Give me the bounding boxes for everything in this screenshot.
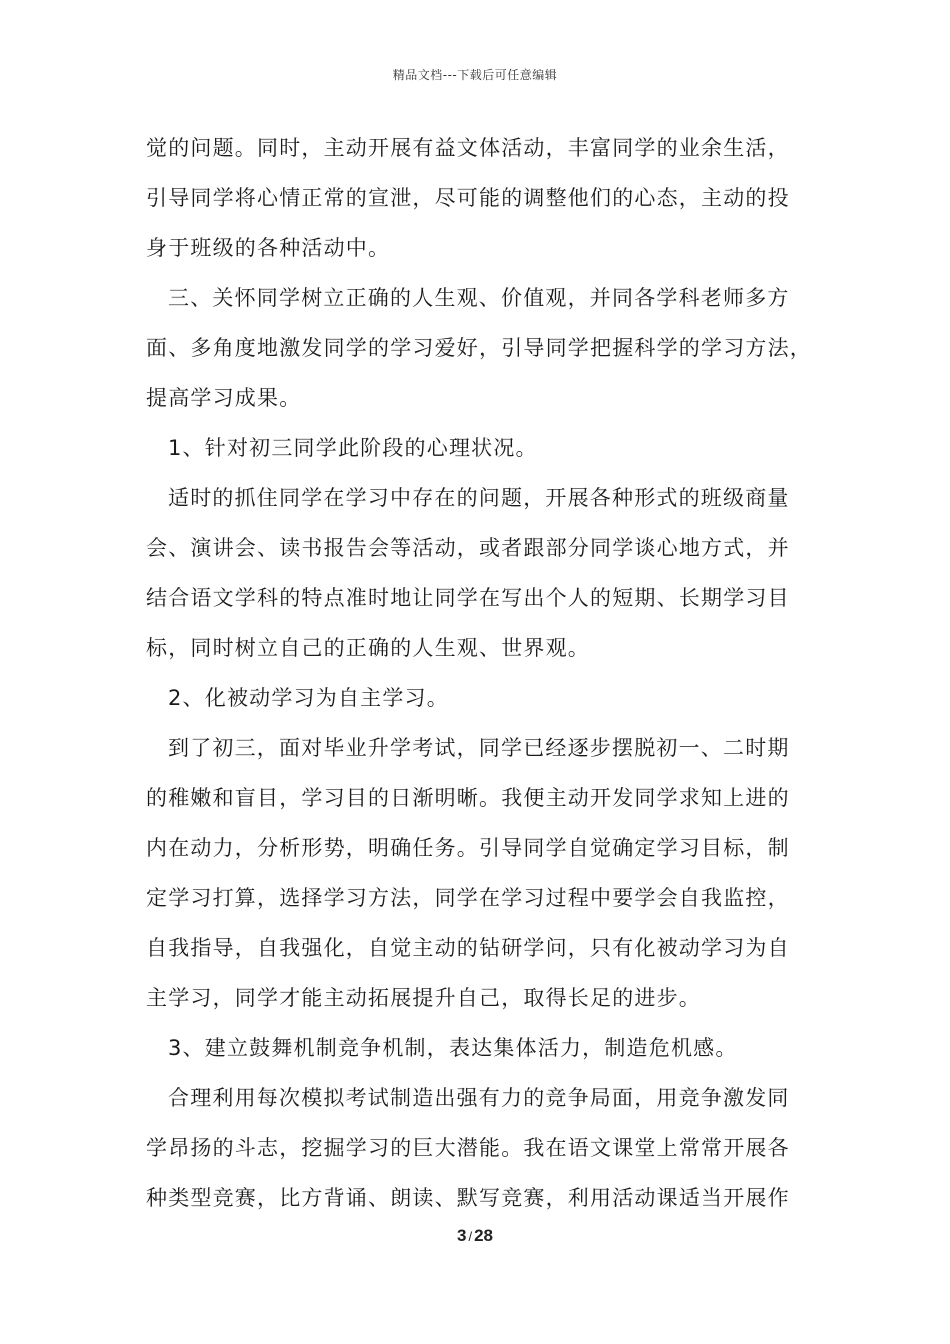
- paragraph-line: 提高学习成果。: [146, 386, 302, 410]
- paragraph-line: 学昂扬的斗志，挖掘学习的巨大潜能。我在语文课堂上常常开展各: [146, 1136, 790, 1160]
- page-number: [0, 1226, 950, 1246]
- page-separator: /: [468, 1229, 473, 1244]
- section-heading: 3、建立鼓舞机制竞争机制，表达集体活力，制造危机感。: [168, 1036, 738, 1060]
- paragraph-line: 适时的抓住同学在学习中存在的问题，开展各种形式的班级商量: [168, 486, 790, 510]
- paragraph-line: 种类型竞赛，比方背诵、朗读、默写竞赛，利用活动课适当开展作: [146, 1186, 790, 1210]
- paragraph-line: 的稚嫩和盲目，学习目的日渐明晰。我便主动开发同学求知上进的: [146, 786, 790, 810]
- paragraph-line: 合理利用每次模拟考试制造出强有力的竞争局面，用竞争激发同: [168, 1086, 790, 1110]
- paragraph-line: 内在动力，分析形势，明确任务。引导同学自觉确定学习目标，制: [146, 836, 790, 860]
- body-text: [146, 128, 814, 1228]
- paragraph-line: 主学习，同学才能主动拓展提升自己，取得长足的进步。: [146, 986, 701, 1010]
- section-heading: 1、针对初三同学此阶段的心理状况。: [168, 436, 538, 460]
- paragraph-line: 面、多角度地激发同学的学习爱好，引导同学把握科学的学习方法，: [146, 336, 812, 360]
- paragraph-line: 到了初三，面对毕业升学考试，同学已经逐步摆脱初一、二时期: [168, 736, 790, 760]
- paragraph-line: 身于班级的各种活动中。: [146, 236, 391, 260]
- page-header: 精品文档---下载后可任意编辑: [392, 68, 558, 82]
- section-heading: 2、化被动学习为自主学习。: [168, 686, 449, 710]
- current-page-number: 3: [456, 1226, 467, 1245]
- paragraph-line: 自我指导，自我强化，自觉主动的钻研学问，只有化被动学习为自: [146, 936, 790, 960]
- paragraph-line: 会、演讲会、读书报告会等活动，或者跟部分同学谈心地方式，并: [146, 536, 790, 560]
- total-pages-number: 28: [474, 1226, 493, 1245]
- paragraph-line: 三、关怀同学树立正确的人生观、价值观，并同各学科老师多方: [168, 286, 790, 310]
- paragraph-line: 引导同学将心情正常的宣泄，尽可能的调整他们的心态，主动的投: [146, 186, 790, 210]
- paragraph-line: 觉的问题。同时，主动开展有益文体活动，丰富同学的业余生活，: [146, 136, 790, 160]
- paragraph-line: 定学习打算，选择学习方法，同学在学习过程中要学会自我监控，: [146, 886, 790, 910]
- paragraph-line: 标，同时树立自己的正确的人生观、世界观。: [146, 636, 590, 660]
- paragraph-line: 结合语文学科的特点准时地让同学在写出个人的短期、长期学习目: [146, 586, 790, 610]
